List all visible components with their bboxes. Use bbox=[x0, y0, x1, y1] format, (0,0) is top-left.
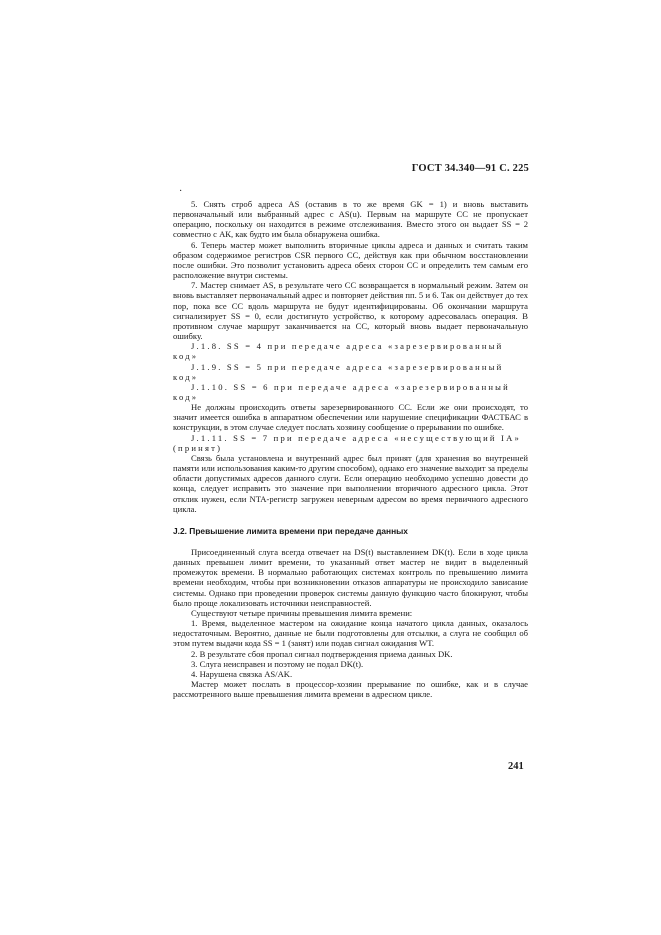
body-text bbox=[173, 199, 528, 699]
paragraph-step-6: 6. Теперь мастер может выполнить вторичные циклы адреса и данных и считать таким образом содержимое регистров CSR первого CC, действуя как при обычном восстановлении после ошибки. Это позволит установить адреса обеих сторон CC и определить тем самым его расположение внутри системы. bbox=[173, 239, 528, 281]
paragraph-timeout-causes: Существуют четыре причины превышения лимита времени: bbox=[191, 607, 413, 618]
clause-j-1-8: J.1.8. SS = 4 при передаче адреса «зарезервированный bbox=[191, 341, 504, 352]
paragraph-step-5: 5. Снять строб адреса AS (оставив в то же время GK = 1) и вновь выставить первоначальный или выбранный адрес с AS(u). Первым на маршруте CC не пропускает операцию, поскольку он находится в режиме отслеживания. Вместо этого он выдает SS = 2 совместно с АК, как будто им была обнаружена ошибка. bbox=[173, 199, 528, 240]
paragraph-timeout-intro: Присоединенный слуга всегда отвечает на DS(t) выставлением DK(t). Если в ходе цикла данных превышен лимит времени, то указанный ответ мастер не видит в выделенный промежуток времени. В нормально работающих системах контроль по превышению лимита времени необходим, чтобы при возникновении отказов аппаратуры не происходило зависание системы. Однако при проведении проверок системы данную функцию часто блокируют, чтобы было проще локализовать источники неисправностей. bbox=[173, 547, 528, 608]
list-item-cause-2: 2. В результате сбоя пропал сигнал подтверждения приема данных DK. bbox=[191, 648, 453, 659]
paragraph-reserved-responses: Не должны происходить ответы зарезервированного CC. Если же они происходят, то значит имеется ошибка в аппаратном обеспечении или нарушение спецификации ФАСТБАС в конструкции, в этом случае следует послать хозяину сообщение о прерывании по ошибке. bbox=[173, 402, 528, 433]
section-heading-j-2: J.2. Превышение лимита времени при передаче данных bbox=[173, 525, 408, 536]
paragraph-step-7: 7. Мастер снимает AS, в результате чего CC возвращается в нормальный режим. Затем он вновь выставляет первоначальный адрес и повторяет действия пп. 5 и 6. Так он действует до тех пор, пока все CC вдоль маршрута не будут идентифицированы. Об окончании маршрута сигнализирует SS = 0, если достигнуто устройство, к которому адресовалась операция. В противном случае маршрут заканчивается на CC, который вновь выдает первоначальную ошибку. bbox=[173, 280, 528, 342]
list-item-cause-3: 3. Слуга неисправен и поэтому не подал DK(t). bbox=[191, 658, 364, 669]
paragraph-nonexistent-address: Связь была установлена и внутренний адрес был принят (для хранения во внутренней памяти или использования каким-то другим способом), однако его значение выходит за пределы области допустимых адресов данного слуги. Если операцию необходимо успешно довести до конца, следует исправить это значение при выполнении вторичного адресного цикла. Этот отклик нужен, если NTA-регистр загружен неверным адресом во время первичного адресного цикла. bbox=[173, 452, 528, 514]
clause-j-1-11: J.1.11. SS = 7 при передаче адреса «несуществующий IA» bbox=[191, 432, 521, 443]
clause-j-1-10-continuation: код» bbox=[173, 391, 199, 402]
clause-j-1-8-continuation: код» bbox=[173, 351, 199, 362]
list-item-cause-1: 1. Время, выделенное мастером на ожидание конца начатого цикла данных, оказалось недостаточным. Вероятно, данные не были подготовлены для отсылки, а слуга не сообщил об этом путем выдачи кода SS = 1 (занят) или подав сигнал ожидания WT. bbox=[173, 618, 528, 649]
clause-j-1-10: J.1.10. SS = 6 при передаче адреса «зарезервированный bbox=[191, 381, 510, 392]
list-item-cause-4: 4. Нарушена связка AS/AK. bbox=[191, 668, 293, 679]
stray-mark: · bbox=[179, 186, 183, 197]
clause-j-1-9-continuation: код» bbox=[173, 371, 199, 382]
clause-j-1-9: J.1.9. SS = 5 при передаче адреса «зарезервированный bbox=[191, 361, 504, 372]
clause-j-1-11-continuation: (принят) bbox=[173, 442, 223, 453]
paragraph-master-interrupt: Мастер может послать в процессор-хозяин прерывание по ошибке, как и в случае рассмотренного выше превышения лимита времени в адресном цикле. bbox=[173, 679, 528, 700]
page-number: 241 bbox=[508, 761, 524, 772]
page-header: ГОСТ 34.340—91 С. 225 bbox=[411, 163, 529, 174]
